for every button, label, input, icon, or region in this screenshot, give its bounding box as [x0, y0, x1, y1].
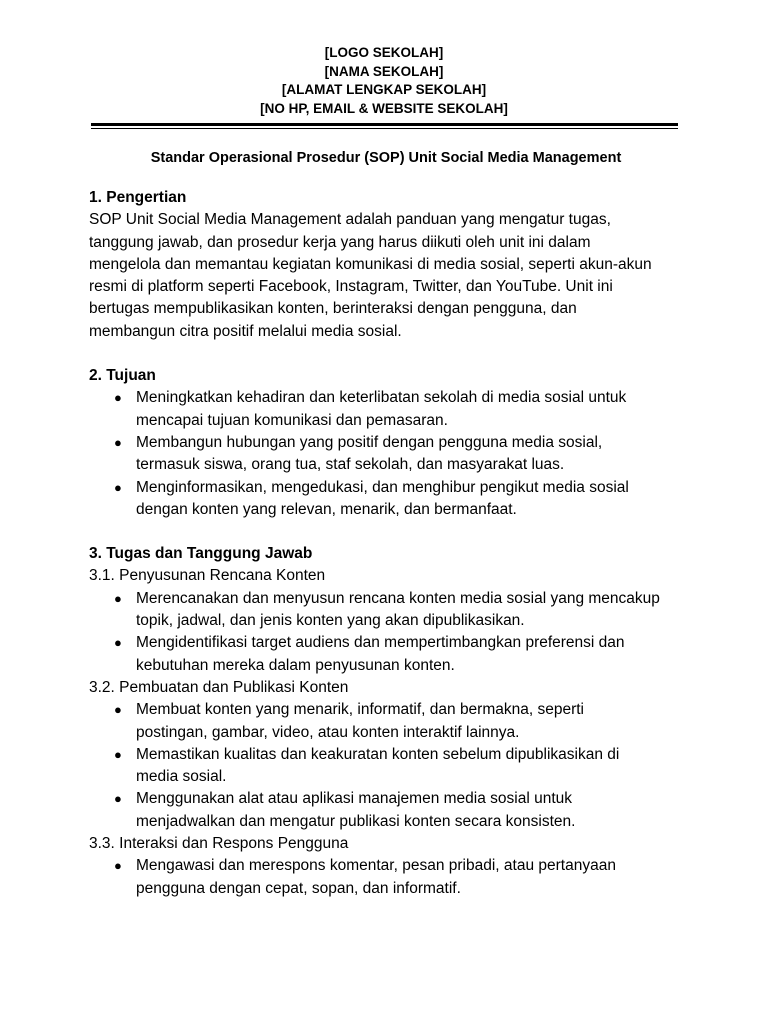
list-item-line: mencapai tujuan komunikasi dan pemasaran. [136, 411, 448, 429]
bullet-icon: ● [114, 746, 122, 762]
list-item [89, 432, 689, 477]
list-item-line: media sosial. [136, 768, 227, 786]
bullet-icon: ● [114, 479, 122, 495]
paragraph-line: mengelola dan memantau kegiatan komunikasi di media sosial, seperti akun-akun [89, 255, 652, 273]
list-item-line: Membangun hubungan yang positif dengan pengguna media sosial, [136, 433, 603, 451]
bullet-icon: ● [114, 858, 122, 874]
subsection-title: 3.1. Penyusunan Rencana Konten [89, 567, 326, 585]
letterhead-divider-thin [91, 128, 678, 129]
list-item [89, 788, 689, 833]
list-item [89, 387, 689, 432]
subsection-title: 3.2. Pembuatan dan Publikasi Konten [89, 678, 349, 696]
spacer [89, 343, 689, 365]
list-item-line: Merencanakan dan menyusun rencana konten media sosial yang mencakup [136, 589, 660, 607]
list-item [89, 588, 689, 633]
school-name-placeholder: [NAMA SEKOLAH] [324, 63, 444, 79]
bullet-icon: ● [114, 791, 122, 807]
list-item-line: menjadwalkan dan mengatur publikasi konten secara konsisten. [136, 812, 576, 830]
bullet-icon: ● [114, 635, 122, 651]
paragraph-line: resmi di platform seperti Facebook, Instagram, Twitter, dan YouTube. Unit ini [89, 278, 613, 296]
list-item-line: dengan konten yang relevan, menarik, dan bermanfaat. [136, 500, 517, 518]
subsection-title: 3.3. Interaksi dan Respons Pengguna [89, 835, 349, 853]
list-item-line: Menggunakan alat atau aplikasi manajemen media sosial untuk [136, 790, 572, 808]
letterhead [0, 44, 768, 118]
bullet-icon: ● [114, 590, 122, 606]
subsection-list [89, 588, 689, 677]
list-item [89, 699, 689, 744]
list-item-line: topik, jadwal, dan jenis konten yang akan dipublikasikan. [136, 612, 525, 630]
paragraph-line: SOP Unit Social Media Management adalah panduan yang mengatur tugas, [89, 211, 611, 229]
list-item [89, 477, 689, 522]
paragraph-line: bertugas mempublikasikan konten, berinteraksi dengan pengguna, dan [89, 300, 577, 318]
section-heading-tujuan: 2. Tujuan [89, 367, 156, 385]
section-heading-tugas: 3. Tugas dan Tanggung Jawab [89, 545, 313, 563]
list-item-line: pengguna dengan cepat, sopan, dan informatif. [136, 879, 461, 897]
bullet-icon: ● [114, 434, 122, 450]
paragraph-line: membangun citra positif melalui media sosial. [89, 322, 402, 340]
bullet-icon: ● [114, 702, 122, 718]
list-item-line: termasuk siswa, orang tua, staf sekolah, dan masyarakat luas. [136, 456, 565, 474]
document-title: Standar Operasional Prosedur (SOP) Unit Social Media Management [150, 150, 622, 166]
list-item-line: Mengawasi dan merespons komentar, pesan pribadi, atau pertanyaan [136, 857, 616, 875]
list-item-line: Mengidentifikasi target audiens dan mempertimbangkan preferensi dan [136, 634, 625, 652]
subsection-list [89, 855, 689, 900]
subsection-list [89, 699, 689, 833]
list-item-line: kebutuhan mereka dalam penyusunan konten. [136, 656, 455, 674]
list-item-line: Meningkatkan kehadiran dan keterlibatan sekolah di media sosial untuk [136, 389, 627, 407]
document-body [89, 147, 689, 900]
spacer [89, 521, 689, 543]
school-contact-placeholder: [NO HP, EMAIL & WEBSITE SEKOLAH] [260, 100, 508, 116]
bullet-icon: ● [114, 390, 122, 406]
list-item [89, 855, 689, 900]
list-item-line: Membuat konten yang menarik, informatif, dan bermakna, seperti [136, 701, 585, 719]
paragraph-line: tanggung jawab, dan prosedur kerja yang harus diikuti oleh unit ini dalam [89, 233, 591, 251]
list-item-line: Memastikan kualitas dan keakuratan konten sebelum dipublikasikan di [136, 745, 620, 763]
tujuan-list [89, 387, 689, 521]
school-address-placeholder: [ALAMAT LENGKAP SEKOLAH] [281, 82, 487, 97]
list-item-line: postingan, gambar, video, atau konten interaktif lainnya. [136, 723, 520, 741]
list-item [89, 744, 689, 789]
section-heading-pengertian: 1. Pengertian [89, 189, 187, 206]
school-logo-placeholder: [LOGO SEKOLAH] [324, 45, 444, 60]
letterhead-divider-thick [91, 123, 678, 126]
list-item-line: Menginformasikan, mengedukasi, dan menghibur pengikut media sosial [136, 478, 629, 496]
list-item [89, 632, 689, 677]
